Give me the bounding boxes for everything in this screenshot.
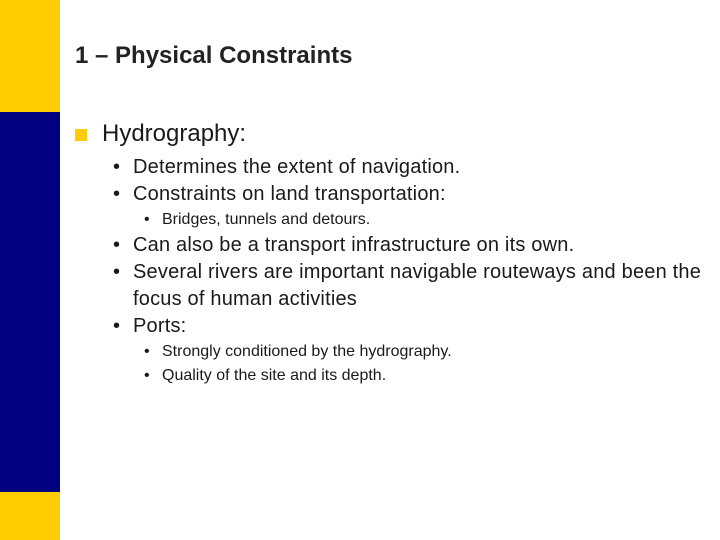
list-item-text: Ports: — [133, 315, 187, 337]
list-item — [113, 232, 705, 259]
sub-list-item — [144, 364, 705, 388]
list-item-text: Determines the extent of navigation. — [133, 156, 461, 178]
list-item — [113, 181, 705, 208]
list-item-text: Constraints on land transportation: — [133, 183, 446, 205]
bullet-icon: • — [113, 315, 121, 337]
slide-title: 1 – Physical Constraints — [75, 42, 353, 69]
list-item — [113, 259, 705, 313]
bullet-icon: • — [113, 156, 121, 178]
bullet-icon: • — [144, 211, 150, 228]
list-item — [113, 154, 705, 181]
bullet-icon: • — [113, 234, 121, 256]
left-accent-bar-top — [0, 0, 60, 112]
sub-list-item — [144, 208, 705, 232]
bullet-icon: • — [144, 343, 150, 360]
list-item — [113, 313, 705, 340]
slide-body — [75, 118, 705, 388]
main-bullet-text: Hydrography: — [102, 120, 247, 147]
bullet-icon: • — [113, 261, 121, 283]
sub-list-item — [144, 340, 705, 364]
square-bullet-icon — [75, 129, 87, 141]
sub-list-item-text: Strongly conditioned by the hydrography. — [162, 343, 452, 360]
left-accent-bar-bottom — [0, 492, 60, 540]
list-item-text: Several rivers are important navigable routeways and been the focus of human activities — [133, 261, 702, 310]
main-bullet — [75, 118, 705, 150]
bullet-icon: • — [144, 367, 150, 384]
bullet-icon: • — [113, 183, 121, 205]
sub-list-item-text: Bridges, tunnels and detours. — [162, 211, 371, 228]
left-accent-bar-middle — [0, 112, 60, 492]
sub-list-item-text: Quality of the site and its depth. — [162, 367, 387, 384]
list-item-text: Can also be a transport infrastructure on its own. — [133, 234, 575, 256]
